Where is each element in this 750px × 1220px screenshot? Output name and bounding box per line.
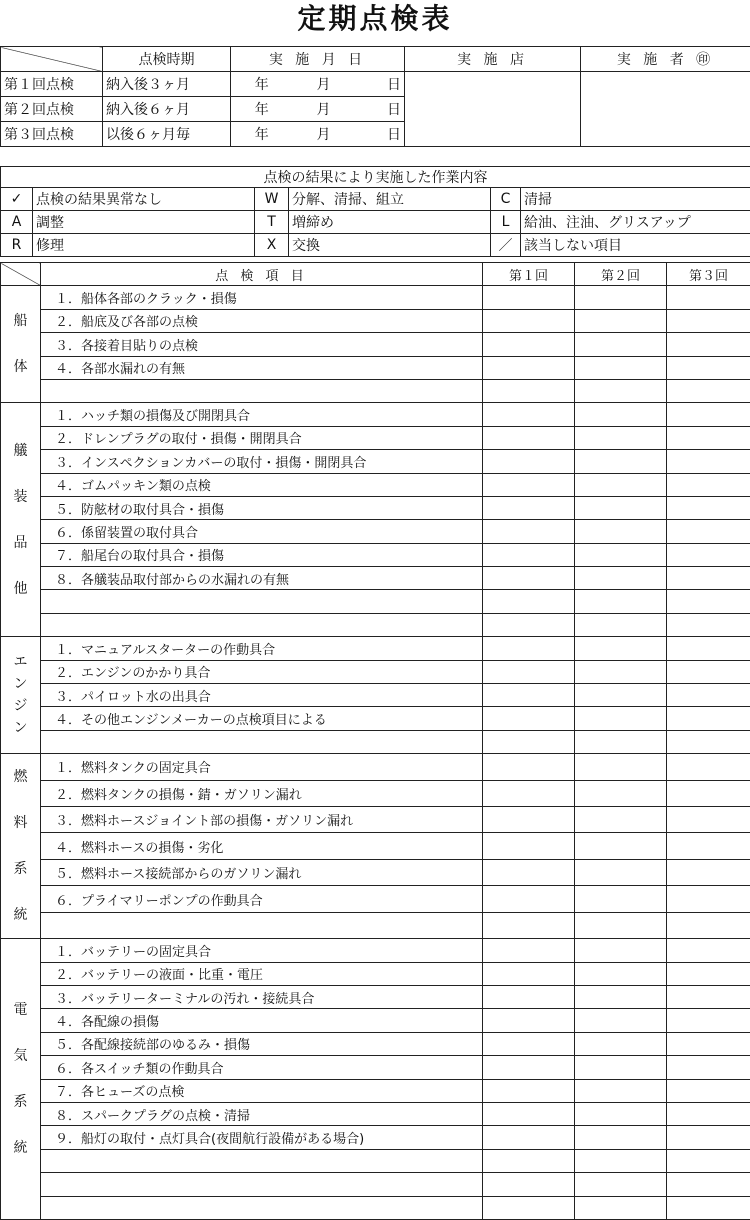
round-1-result-cell[interactable] [483,520,575,543]
inspection-item: １．船体各部のクラック・損傷 [41,286,483,309]
round-2-result-cell[interactable] [575,780,667,806]
legend-symbol: A [1,211,33,234]
inspection-row [1,1126,750,1149]
section-category [1,754,41,939]
inspection-item: ５．各配線接続部のゆるみ・損傷 [41,1032,483,1055]
round-2-result-cell[interactable] [575,1173,667,1196]
round-1-result-cell[interactable] [483,450,575,473]
inspection-item: ４．その他エンジンメーカーの点検項目による [41,707,483,730]
round-2-result-cell[interactable] [575,590,667,613]
round-3-result-cell[interactable] [667,707,750,730]
round-2-result-cell[interactable] [575,286,667,309]
round-1-result-cell[interactable] [483,1009,575,1032]
round-2-result-cell[interactable] [575,833,667,859]
round-2-result-cell[interactable] [575,379,667,402]
inspection-row [1,780,750,806]
inspection-item: ４．燃料ホースの損傷・劣化 [41,833,483,859]
schedule-corner-cell [1,47,103,72]
schedule-header-date: 実 施 月 日 [231,47,405,72]
inspection-item: ２．バッテリーの液面・比重・電圧 [41,962,483,985]
inspection-row [1,707,750,730]
schedule-table [0,46,750,147]
round-3-result-cell[interactable] [667,660,750,683]
round-1-result-cell[interactable] [483,379,575,402]
round-2-result-cell[interactable] [575,1032,667,1055]
inspection-item: ５．防舷材の取付具合・損傷 [41,496,483,519]
inspection-item [41,590,483,613]
round-3-result-cell[interactable] [667,286,750,309]
round-1-result-cell[interactable] [483,1149,575,1172]
date-day-label: 日 [355,97,405,122]
legend-symbol: W [255,188,289,211]
category-char: ン [4,717,37,739]
round-1-result-cell[interactable] [483,637,575,660]
round-3-result-cell[interactable] [667,1056,750,1079]
round-2-result-cell[interactable] [575,1102,667,1125]
date-month-label: 月 [293,97,355,122]
inspection-item: ４．各部水漏れの有無 [41,356,483,379]
legend-text: 点検の結果異常なし [33,188,255,211]
category-char: 艤 [4,428,37,474]
round-2-result-cell[interactable] [575,637,667,660]
category-char: 船 [4,298,37,344]
round-1-result-cell[interactable] [483,496,575,519]
inspection-item [41,1149,483,1172]
schedule-row-label: 第２回点検 [1,97,103,122]
round-1-result-cell[interactable] [483,613,575,636]
inspection-row [1,520,750,543]
round-3-result-cell[interactable] [667,543,750,566]
round-3-result-cell[interactable] [667,1126,750,1149]
inspection-row [1,754,750,780]
inspection-row [1,833,750,859]
round-2-result-cell[interactable] [575,309,667,332]
category-char: 電 [4,987,37,1033]
round-2-result-cell[interactable] [575,1149,667,1172]
schedule-row-period: 納入後６ヶ月 [103,97,231,122]
inspection-item: １．バッテリーの固定具合 [41,939,483,962]
round-2-result-cell[interactable] [575,886,667,912]
round-1-result-cell[interactable] [483,939,575,962]
category-char: 系 [4,846,37,892]
round-1-result-cell[interactable] [483,1032,575,1055]
round-2-result-cell[interactable] [575,450,667,473]
legend-symbol: L [491,211,521,234]
legend-text: 調整 [33,211,255,234]
category-char: ン [4,673,37,695]
round-1-result-cell[interactable] [483,1102,575,1125]
inspection-item: ８．各艤装品取付部からの水漏れの有無 [41,567,483,590]
legend-text: 分解、清掃、組立 [289,188,491,211]
category-char: 他 [4,566,37,612]
round-2-result-cell[interactable] [575,403,667,426]
inspection-row [1,939,750,962]
round-3-result-cell[interactable] [667,912,750,938]
round-2-result-cell[interactable] [575,1079,667,1102]
inspection-row [1,356,750,379]
inspection-item [41,912,483,938]
schedule-row-label: 第１回点検 [1,72,103,97]
category-char: エ [4,651,37,673]
inspection-header: 点 検 項 目 [41,263,483,286]
round-1-result-cell[interactable] [483,309,575,332]
round-2-result-cell[interactable] [575,356,667,379]
legend-symbol: ／ [491,234,521,257]
round-3-result-cell[interactable] [667,730,750,753]
schedule-row-label: 第３回点検 [1,122,103,147]
inspection-row [1,1056,750,1079]
round-2-result-cell[interactable] [575,807,667,833]
round-2-result-cell[interactable] [575,520,667,543]
inspection-row [1,807,750,833]
inspection-blank-row [1,1173,750,1196]
legend-symbol: ✓ [1,188,33,211]
inspection-item: ３．燃料ホースジョイント部の損傷・ガソリン漏れ [41,807,483,833]
round-1-result-cell[interactable] [483,833,575,859]
round-3-result-cell[interactable] [667,1032,750,1055]
inspection-item: ４．各配線の損傷 [41,1009,483,1032]
inspection-blank-row [1,730,750,753]
round-3-result-cell[interactable] [667,567,750,590]
inspection-item: ３．各接着目貼りの点検 [41,333,483,356]
legend-symbol: R [1,234,33,257]
inspection-item: ２．エンジンのかかり具合 [41,660,483,683]
round-1-result-cell[interactable] [483,985,575,1008]
category-char: 料 [4,800,37,846]
inspection-row [1,286,750,309]
legend-text: 給油、注油、グリスアップ [521,211,750,234]
inspection-item: １．燃料タンクの固定具合 [41,754,483,780]
date-month-label: 月 [293,72,355,97]
date-month-label: 月 [293,122,355,147]
round-1-result-cell[interactable] [483,684,575,707]
round-2-result-cell[interactable] [575,1009,667,1032]
page-title: 定期点検表 [0,0,750,38]
round-1-result-cell[interactable] [483,333,575,356]
inspection-row [1,660,750,683]
inspection-row [1,859,750,885]
legend-symbol: T [255,211,289,234]
schedule-header-shop: 実 施 店 [405,47,581,72]
inspection-item [41,730,483,753]
inspection-row [1,962,750,985]
round-2-result-cell[interactable] [575,730,667,753]
legend-title: 点検の結果により実施した作業内容 [1,167,750,188]
round-header-1: 第１回 [483,263,575,286]
inspection-item [41,379,483,402]
date-day-label: 日 [355,72,405,97]
round-2-result-cell[interactable] [575,962,667,985]
round-1-result-cell[interactable] [483,912,575,938]
category-char: 品 [4,520,37,566]
inspection-row [1,684,750,707]
round-1-result-cell[interactable] [483,426,575,449]
round-1-result-cell[interactable] [483,590,575,613]
round-3-result-cell[interactable] [667,496,750,519]
round-3-result-cell[interactable] [667,637,750,660]
round-3-result-cell[interactable] [667,403,750,426]
round-2-result-cell[interactable] [575,660,667,683]
inspection-row [1,543,750,566]
round-2-result-cell[interactable] [575,567,667,590]
round-3-result-cell[interactable] [667,939,750,962]
inspection-item: ２．燃料タンクの損傷・錆・ガソリン漏れ [41,780,483,806]
round-3-result-cell[interactable] [667,426,750,449]
schedule-row-period: 納入後３ヶ月 [103,72,231,97]
inspection-item [41,613,483,636]
round-3-result-cell[interactable] [667,962,750,985]
legend-text: 清掃 [521,188,750,211]
inspection-row [1,985,750,1008]
inspection-row [1,333,750,356]
inspection-row [1,1009,750,1032]
inspection-corner-cell [1,263,41,286]
round-3-result-cell[interactable] [667,520,750,543]
inspection-row [1,1032,750,1055]
round-1-result-cell[interactable] [483,567,575,590]
round-1-result-cell[interactable] [483,543,575,566]
inspection-row [1,403,750,426]
round-3-result-cell[interactable] [667,886,750,912]
round-3-result-cell[interactable] [667,780,750,806]
round-3-result-cell[interactable] [667,833,750,859]
section-category [1,403,41,637]
round-3-result-cell[interactable] [667,613,750,636]
inspection-row [1,567,750,590]
round-2-result-cell[interactable] [575,1056,667,1079]
category-char: 装 [4,474,37,520]
round-1-result-cell[interactable] [483,1173,575,1196]
legend-text: 該当しない項目 [521,234,750,257]
round-3-result-cell[interactable] [667,1079,750,1102]
shop-cell[interactable] [405,72,581,147]
round-3-result-cell[interactable] [667,807,750,833]
inspection-item: ２．船底及び各部の点検 [41,309,483,332]
round-2-result-cell[interactable] [575,754,667,780]
inspection-item: ６．各スイッチ類の作動具合 [41,1056,483,1079]
inspection-item: ７．各ヒューズの点検 [41,1079,483,1102]
round-1-result-cell[interactable] [483,807,575,833]
round-2-result-cell[interactable] [575,1126,667,1149]
section-category [1,939,41,1220]
round-1-result-cell[interactable] [483,780,575,806]
inspection-blank-row [1,613,750,636]
round-2-result-cell[interactable] [575,859,667,885]
inspection-item: ９．船灯の取付・点灯具合(夜間航行設備がある場合) [41,1126,483,1149]
round-3-result-cell[interactable] [667,859,750,885]
round-3-result-cell[interactable] [667,450,750,473]
inspection-row [1,1102,750,1125]
inspection-item: ３．パイロット水の出具合 [41,684,483,707]
round-1-result-cell[interactable] [483,660,575,683]
round-3-result-cell[interactable] [667,1173,750,1196]
legend-text: 増締め [289,211,491,234]
round-1-result-cell[interactable] [483,286,575,309]
round-3-result-cell[interactable] [667,356,750,379]
inspection-item: ２．ドレンプラグの取付・損傷・開閉具合 [41,426,483,449]
inspection-blank-row [1,912,750,938]
category-char: 系 [4,1079,37,1125]
round-1-result-cell[interactable] [483,356,575,379]
round-1-result-cell[interactable] [483,1126,575,1149]
date-year-label: 年 [231,72,293,97]
inspection-row [1,886,750,912]
inspection-blank-row [1,1149,750,1172]
schedule-header-period: 点検時期 [103,47,231,72]
inspection-item: ５．燃料ホース接続部からのガソリン漏れ [41,859,483,885]
section-category [1,637,41,754]
section-category [1,286,41,403]
round-3-result-cell[interactable] [667,1102,750,1125]
round-1-result-cell[interactable] [483,859,575,885]
inspection-item: ８．スパークプラグの点検・清掃 [41,1102,483,1125]
legend-symbol: X [255,234,289,257]
round-3-result-cell[interactable] [667,333,750,356]
inspection-item: ７．船尾台の取付具合・損傷 [41,543,483,566]
round-2-result-cell[interactable] [575,985,667,1008]
round-3-result-cell[interactable] [667,1009,750,1032]
category-char: ジ [4,695,37,717]
category-char: 統 [4,892,37,938]
inspection-item: ３．インスペクションカバーの取付・損傷・開閉具合 [41,450,483,473]
round-1-result-cell[interactable] [483,1079,575,1102]
inspection-item [41,1173,483,1196]
inspection-table [0,262,750,1220]
round-2-result-cell[interactable] [575,496,667,519]
round-2-result-cell[interactable] [575,473,667,496]
inspection-blank-row [1,379,750,402]
round-3-result-cell[interactable] [667,379,750,402]
round-2-result-cell[interactable] [575,684,667,707]
round-1-result-cell[interactable] [483,473,575,496]
inspection-row [1,637,750,660]
inspection-row [1,473,750,496]
category-char: 体 [4,344,37,390]
round-1-result-cell[interactable] [483,1056,575,1079]
legend-text: 修理 [33,234,255,257]
date-day-label: 日 [355,122,405,147]
schedule-row-period: 以後６ヶ月毎 [103,122,231,147]
category-char: 統 [4,1125,37,1171]
inspection-blank-row [1,590,750,613]
round-2-result-cell[interactable] [575,939,667,962]
round-header-3: 第３回 [667,263,750,286]
round-2-result-cell[interactable] [575,613,667,636]
round-1-result-cell[interactable] [483,730,575,753]
legend-table [0,166,750,257]
round-1-result-cell[interactable] [483,403,575,426]
inspection-row [1,426,750,449]
inspection-row [1,450,750,473]
round-3-result-cell[interactable] [667,754,750,780]
date-year-label: 年 [231,97,293,122]
inspection-row [1,309,750,332]
legend-text: 交換 [289,234,491,257]
round-2-result-cell[interactable] [575,543,667,566]
round-3-result-cell[interactable] [667,473,750,496]
schedule-header-person: 実 施 者 ㊞ [581,47,750,72]
round-1-result-cell[interactable] [483,962,575,985]
round-2-result-cell[interactable] [575,426,667,449]
person-cell[interactable] [581,72,750,147]
inspection-item: １．ハッチ類の損傷及び開閉具合 [41,403,483,426]
date-year-label: 年 [231,122,293,147]
round-2-result-cell[interactable] [575,912,667,938]
round-1-result-cell[interactable] [483,754,575,780]
inspection-item: ３．バッテリーターミナルの汚れ・接続具合 [41,985,483,1008]
legend-symbol: C [491,188,521,211]
inspection-item: ６．プライマリーポンプの作動具合 [41,886,483,912]
round-1-result-cell[interactable] [483,886,575,912]
inspection-row [1,496,750,519]
inspection-item: ４．ゴムパッキン類の点検 [41,473,483,496]
round-1-result-cell[interactable] [483,707,575,730]
inspection-item: ６．係留装置の取付具合 [41,520,483,543]
round-3-result-cell[interactable] [667,590,750,613]
category-char: 燃 [4,754,37,800]
round-2-result-cell[interactable] [575,333,667,356]
round-2-result-cell[interactable] [575,707,667,730]
inspection-row [1,1079,750,1102]
round-3-result-cell[interactable] [667,309,750,332]
round-3-result-cell[interactable] [667,684,750,707]
inspection-item: １．マニュアルスターターの作動具合 [41,637,483,660]
round-3-result-cell[interactable] [667,1149,750,1172]
round-header-2: 第２回 [575,263,667,286]
round-3-result-cell[interactable] [667,985,750,1008]
category-char: 気 [4,1033,37,1079]
